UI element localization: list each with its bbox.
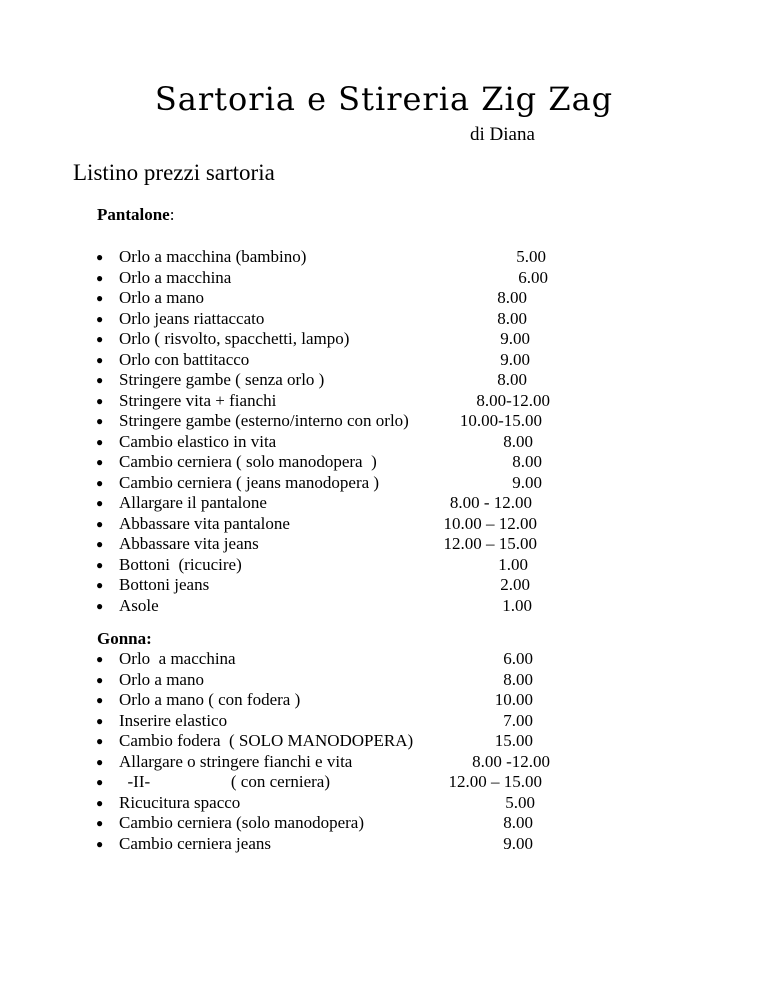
list-item (0, 813, 768, 834)
item-price: 7.00 (503, 710, 533, 730)
item-price: 9.00 (512, 472, 542, 492)
item-price: 10.00 – 12.00 (443, 513, 537, 533)
list-item (0, 247, 768, 268)
item-price: 6.00 (518, 267, 548, 287)
bullet-icon: ● (96, 270, 104, 285)
item-label: Stringere vita + fianchi (119, 390, 277, 410)
bullet-icon: ● (96, 775, 104, 789)
item-price: 5.00 (505, 792, 535, 812)
bullet-icon: ● (96, 352, 104, 367)
list-item (0, 309, 768, 330)
item-price: 8.00-12.00 (476, 390, 550, 410)
list-item (0, 534, 768, 555)
bullet-icon: ● (96, 455, 104, 469)
item-label: Orlo a macchina (bambino) (119, 247, 307, 266)
section-heading-pantalone-label: Pantalone (97, 205, 170, 224)
list-item (0, 288, 768, 309)
item-price: 8.00 (503, 431, 533, 451)
bullet-icon: ● (96, 713, 104, 728)
section-heading-pantalone-colon: : (169, 205, 175, 224)
item-price: 10.00-15.00 (459, 411, 542, 430)
bullet-icon: ● (96, 816, 104, 830)
bullet-icon: ● (96, 250, 104, 264)
item-price: 8.00 (512, 452, 542, 471)
bullet-icon: ● (96, 311, 104, 326)
item-price: 8.00 (497, 308, 527, 328)
item-label: Orlo ( risvolto, spacchetti, lampo) (119, 329, 350, 348)
bullet-icon: ● (96, 836, 104, 851)
item-label: Cambio cerniera (solo manodopera) (119, 813, 364, 832)
item-price: 2.00 (500, 575, 530, 594)
price-list-title: Listino prezzi sartoria (73, 160, 275, 185)
item-price: 9.00 (500, 329, 530, 348)
bullet-icon: ● (96, 795, 104, 810)
bullet-icon: ● (96, 754, 104, 769)
item-label: Cambio elastico in vita (119, 431, 277, 451)
pantalone-price-list (0, 247, 768, 616)
list-item (0, 711, 768, 732)
list-item (0, 493, 768, 514)
item-label: Ricucitura spacco (119, 792, 241, 812)
item-label: Orlo jeans riattaccato (119, 308, 265, 328)
list-item (0, 350, 768, 371)
section-heading-pantalone (97, 205, 174, 225)
item-label: Cambio cerniera ( jeans manodopera ) (119, 472, 380, 492)
item-price: 6.00 (503, 649, 533, 668)
item-price: 12.00 – 15.00 (443, 534, 537, 553)
item-label: Orlo a mano (119, 288, 204, 307)
item-price: 8.00 (497, 288, 527, 307)
section-heading-gonna: Gonna: (97, 629, 152, 648)
item-label: Stringere gambe ( senza orlo ) (119, 370, 325, 389)
item-price: 10.00 (494, 690, 533, 709)
item-price: 8.00 (503, 669, 533, 689)
item-label: Orlo a macchina (119, 649, 236, 668)
list-item (0, 329, 768, 350)
item-label: Orlo a mano (119, 669, 204, 689)
item-price: 15.00 (494, 731, 533, 750)
list-item (0, 793, 768, 814)
item-label: Allargare il pantalone (119, 493, 267, 512)
item-label: Asole (119, 595, 159, 615)
item-label: Inserire elastico (119, 710, 228, 730)
item-label: Allargare o stringere fianchi e vita (119, 751, 353, 771)
item-label: Orlo a mano ( con fodera ) (119, 690, 301, 709)
shop-title: Sartoria e Stireria Zig Zag (154, 80, 614, 118)
list-item (0, 370, 768, 391)
bullet-icon: ● (96, 373, 104, 387)
item-label: -II- ( con cerniera) (119, 772, 330, 791)
shop-subtitle: di Diana (470, 124, 535, 145)
list-item (0, 452, 768, 473)
item-price: 12.00 – 15.00 (448, 772, 542, 791)
bullet-icon: ● (96, 537, 104, 551)
list-item (0, 772, 768, 793)
item-price: 1.00 (498, 554, 528, 574)
list-item (0, 596, 768, 617)
item-label: Abbassare vita jeans (119, 534, 259, 553)
item-label: Cambio cerniera ( solo manodopera ) (119, 452, 377, 471)
item-label: Abbassare vita pantalone (119, 513, 290, 533)
bullet-icon: ● (96, 332, 104, 346)
gonna-price-list (0, 649, 768, 854)
bullet-icon: ● (96, 291, 104, 305)
list-item (0, 432, 768, 453)
bullet-icon: ● (96, 516, 104, 531)
bullet-icon: ● (96, 434, 104, 449)
list-item (0, 731, 768, 752)
item-price: 9.00 (500, 349, 530, 369)
bullet-icon: ● (96, 734, 104, 748)
list-item (0, 690, 768, 711)
item-label: Cambio fodera ( SOLO MANODOPERA) (119, 731, 414, 750)
bullet-icon: ● (96, 393, 104, 408)
item-price: 5.00 (516, 247, 546, 266)
list-item (0, 834, 768, 855)
list-item (0, 514, 768, 535)
bullet-icon: ● (96, 496, 104, 510)
list-item (0, 391, 768, 412)
item-label: Stringere gambe (esterno/interno con orlo) (119, 411, 409, 430)
item-price: 8.00 -12.00 (472, 751, 550, 771)
item-label: Bottoni (ricucire) (119, 554, 242, 574)
list-item (0, 649, 768, 670)
list-item (0, 268, 768, 289)
item-label: Bottoni jeans (119, 575, 210, 594)
bullet-icon: ● (96, 652, 104, 666)
list-item (0, 752, 768, 773)
list-item (0, 473, 768, 494)
item-label: Orlo con battitacco (119, 349, 250, 369)
list-item (0, 670, 768, 691)
bullet-icon: ● (96, 693, 104, 707)
bullet-icon: ● (96, 475, 104, 490)
bullet-icon: ● (96, 598, 104, 613)
bullet-icon: ● (96, 578, 104, 592)
item-price: 8.00 (497, 370, 527, 389)
list-item (0, 575, 768, 596)
list-item (0, 411, 768, 432)
bullet-icon: ● (96, 672, 104, 687)
item-price: 8.00 (503, 813, 533, 832)
item-label: Cambio cerniera jeans (119, 833, 271, 853)
item-price: 1.00 (502, 595, 532, 615)
bullet-icon: ● (96, 557, 104, 572)
item-price: 9.00 (503, 833, 533, 853)
item-label: Orlo a macchina (119, 267, 232, 287)
bullet-icon: ● (96, 414, 104, 428)
item-price: 8.00 - 12.00 (449, 493, 532, 512)
list-item (0, 555, 768, 576)
